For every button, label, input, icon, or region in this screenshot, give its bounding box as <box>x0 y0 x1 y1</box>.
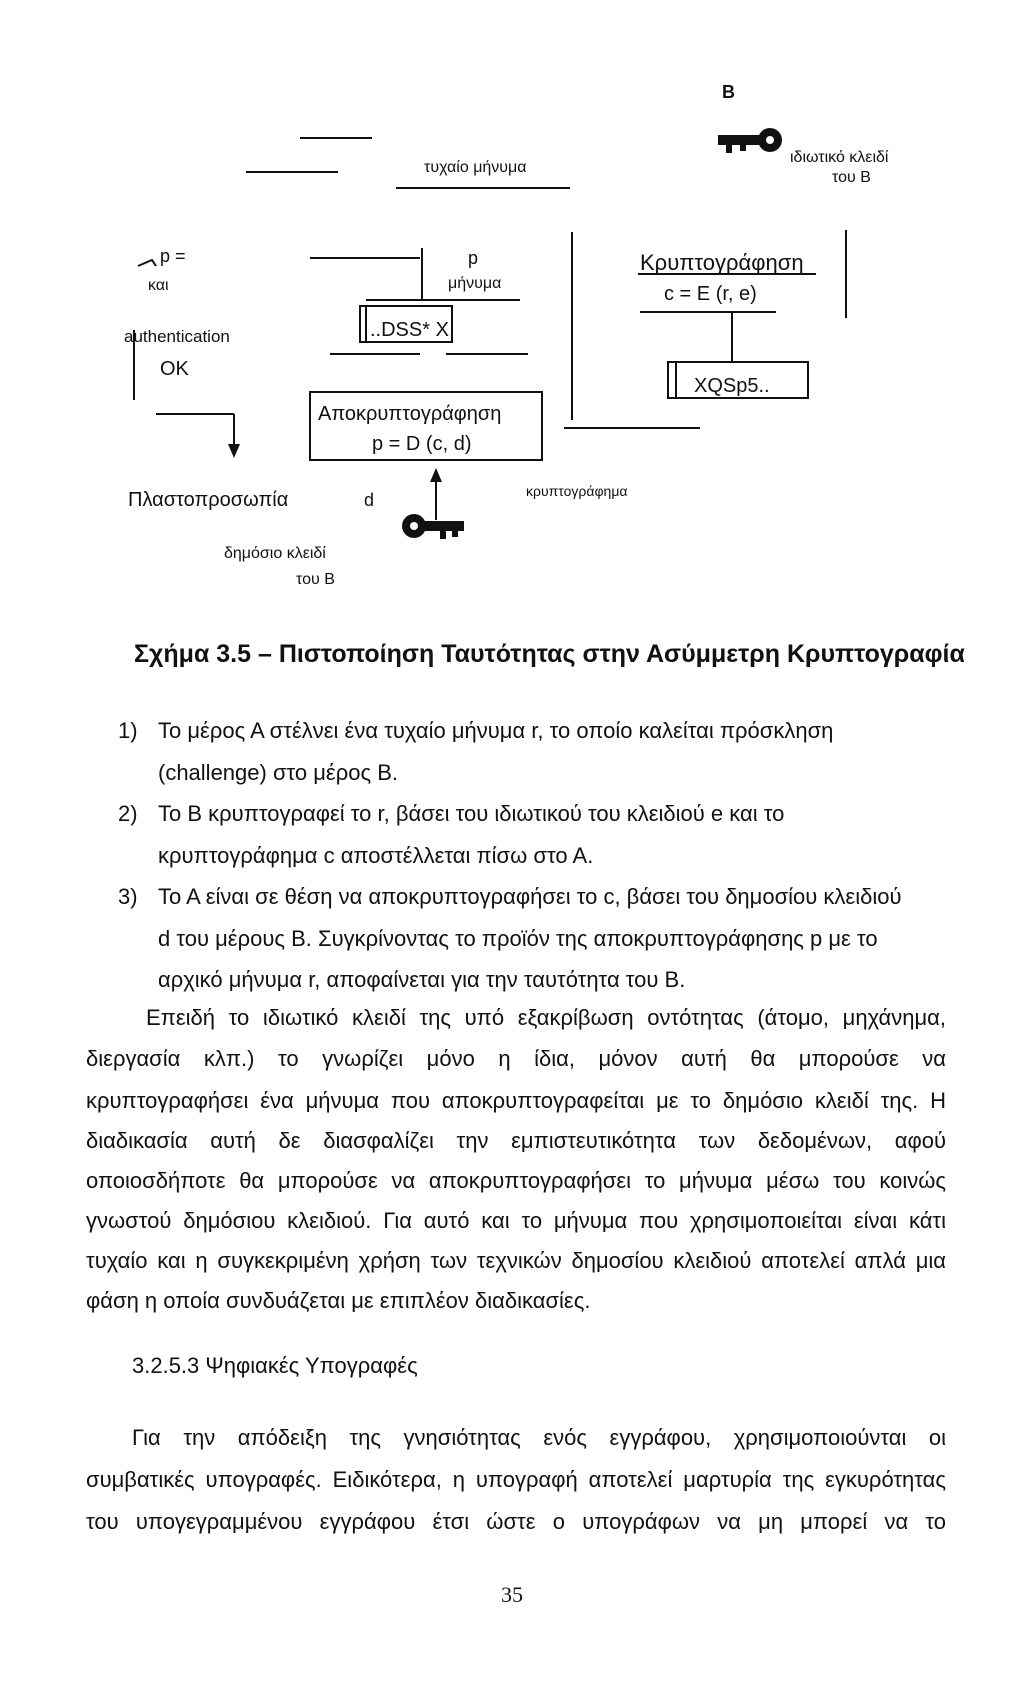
paragraph-1-line-1: Επειδή το ιδιωτικό κλειδί της υπό εξακρίβωση οντότητας (άτομο, μηχάνημα, <box>146 1005 946 1030</box>
decryption-title: Αποκρυπτογράφηση <box>318 403 502 425</box>
step-1-line-1: Το μέρος Α στέλνει ένα τυχαίο μήνυμα r, το οποίο καλείται πρόσκληση <box>158 718 834 743</box>
paragraph-1-line-6: γνωστού δημόσιου κλειδιού. Για αυτό και το μήνυμα που χρησιμοποιείται είναι κάτι <box>86 1208 946 1233</box>
key-icon-b <box>718 128 782 153</box>
paragraph-1-line-8: φάση η οποία συνδυάζεται με επιπλέον διαδικασίες. <box>86 1288 591 1313</box>
authentication-diagram <box>0 0 1024 600</box>
key-icon-public <box>402 514 464 539</box>
paragraph-1-line-5: οποιοσδήποτε θα μπορούσε να αποκρυπτογραφήσει το μήνυμα μέσω του κοινώς <box>86 1168 946 1193</box>
step-1-line-2: (challenge) στο μέρος Β. <box>158 760 398 785</box>
dss-box-label: ..DSS* X <box>370 319 449 341</box>
decryption-formula: p = D (c, d) <box>372 433 472 455</box>
private-key-of-b-line1: ιδιωτικό κλειδί <box>790 149 889 166</box>
step-2-line-2: κρυπτογράφημα c αποστέλλεται πίσω στο Α. <box>158 843 594 868</box>
paragraph-1-line-3: κρυπτογραφήσει ένα μήνυμα που αποκρυπτογραφείται με το δημόσιο κλειδί της. Η <box>86 1088 946 1113</box>
step-3-line-2: d του μέρους Β. Συγκρίνοντας το προϊόν της αποκρυπτογράφησης p με το <box>158 926 878 951</box>
figure-caption: Σχήμα 3.5 – Πιστοποίηση Ταυτότητας στην Ασύμμετρη Κρυπτογραφία <box>134 640 965 668</box>
page-number: 35 <box>501 1582 523 1607</box>
paragraph-1-line-7: τυχαίο και η συγκεκριμένη χρήση των τεχνικών δημοσίου κλειδιού αποτελεί απλά μια <box>86 1248 946 1273</box>
xqsp-box-label: XQSp5.. <box>694 375 770 397</box>
public-key-line1: δημόσιο κλειδί <box>224 545 326 562</box>
step-2-number: 2) <box>118 801 138 826</box>
and-label: και <box>148 277 169 294</box>
section-heading: 3.2.5.3 Ψηφιακές Υπογραφές <box>132 1353 418 1378</box>
step-2-line-1: Το Β κρυπτογραφεί το r, βάσει του ιδιωτικού του κλειδιού e και το <box>158 801 785 826</box>
paragraph-1-line-2: διεργασία κλπ.) το γνωρίζει μόνο η ίδια, μόνον αυτή θα μπορούσε να <box>86 1046 946 1071</box>
message-label: μήνυμα <box>448 275 502 292</box>
d-label: d <box>364 490 375 510</box>
authentication-gr-label: Πλαστοπροσωπία <box>128 489 289 511</box>
paragraph-1-line-4: διαδικασία αυτή δε διασφαλίζει την εμπιστευτικότητα των δεδομένων, αφού <box>86 1128 946 1153</box>
step-3-line-1: Το Α είναι σε θέση να αποκρυπτογραφήσει το c, βάσει του δημοσίου κλειδιού <box>158 884 902 909</box>
step-3-line-3: αρχικό μήνυμα r, αποφαίνεται για την ταυτότητα του Β. <box>158 967 686 992</box>
paragraph-2-line-3: του υπογεγραμμένου εγγράφου έτσι ώστε ο υπογράφων να μη μπορεί να το <box>86 1509 946 1534</box>
step-3-number: 3) <box>118 884 138 909</box>
paragraph-2-line-1: Για την απόδειξη της γνησιότητας ενός εγγράφου, χρησιμοποιούνται οι <box>132 1425 946 1450</box>
step-1-number: 1) <box>118 718 138 743</box>
encryption-title: Κρυπτογράφηση <box>640 250 804 275</box>
label-b: B <box>722 82 735 102</box>
public-key-line2: του Β <box>296 571 335 588</box>
random-message-label: τυχαίο μήνυμα <box>424 159 527 176</box>
p-equals-label: p = <box>160 246 186 266</box>
p-label: p <box>468 248 479 268</box>
encryption-formula: c = E (r, e) <box>664 283 757 305</box>
ciphertext-label: κρυπτογράφημα <box>526 483 628 499</box>
private-key-of-b-line2: του Β <box>832 169 871 186</box>
ok-label: OK <box>160 358 189 380</box>
authentication-label: authentication <box>124 327 230 346</box>
paragraph-2-line-2: συμβατικές υπογραφές. Ειδικότερα, η υπογραφή αποτελεί μαρτυρία της εγκυρότητας <box>86 1467 946 1492</box>
